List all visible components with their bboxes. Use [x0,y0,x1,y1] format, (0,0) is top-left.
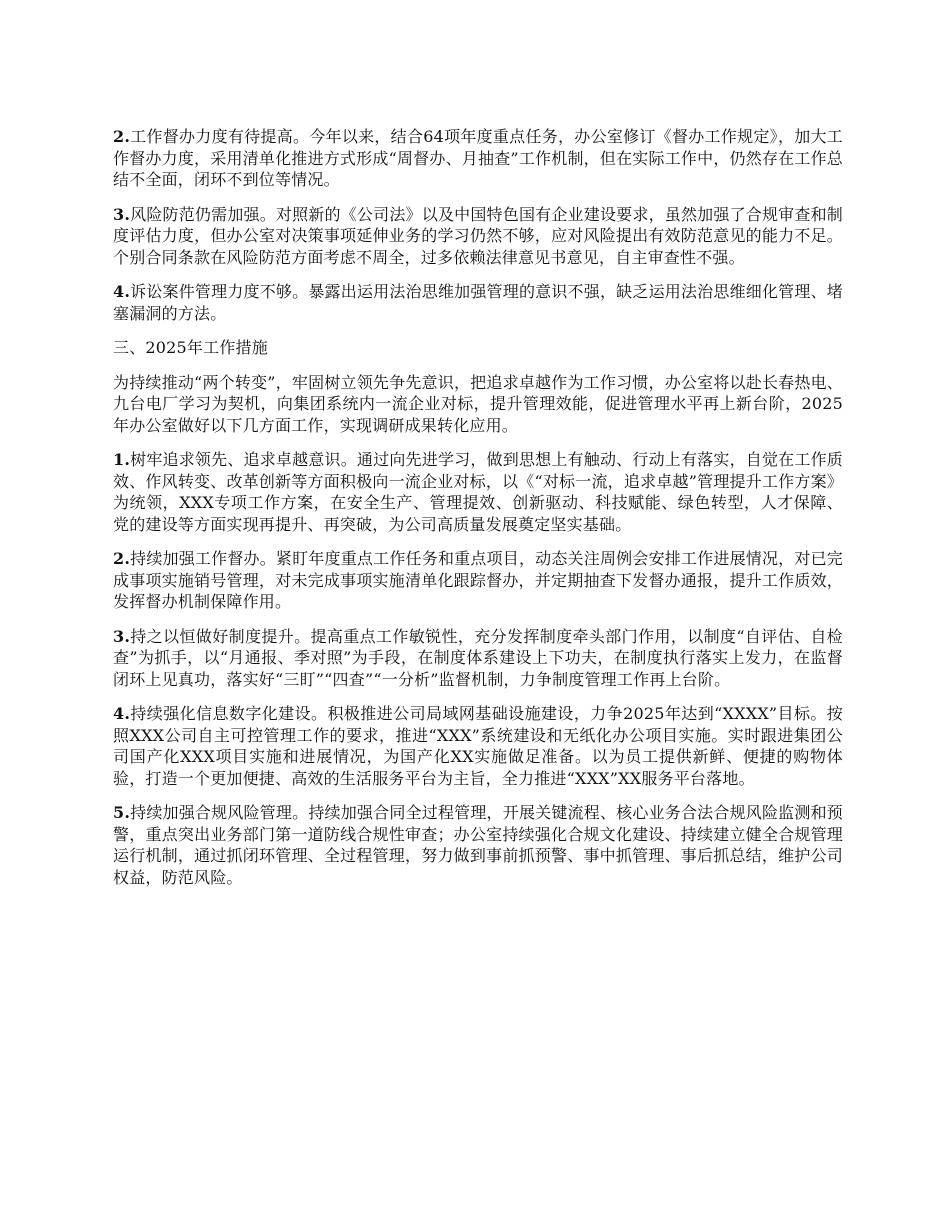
paragraph-text: 持续强化信息数字化建设。积极推进公司局域网基础设施建设，力争2025年达到“XXXX”目标。按照XXX公司自主可控管理工作的要求，推进“XXX”系统建设和无纸化办公项目实施。实时跟进集团公司国产化XXX项目实施和进展情况，为国产化XX实施做足准备。以为员工提供新鲜、便捷的购物体验，打造一个更加便捷、高效的生活服务平台为主旨，全力推进“XXX”XX服务平台落地。 [113,704,843,788]
paragraph-item [113,126,843,191]
paragraph-text: 持续加强工作督办。紧盯年度重点工作任务和重点项目，动态关注周例会安排工作进展情况，对已完成事项实施销号管理，对未完成事项实施清单化跟踪督办，并定期抽查下发督办通报，提升工作质效，发挥督办机制保障作用。 [113,549,843,611]
item-number: 3. [113,204,131,224]
document-page [113,126,843,901]
paragraph-text: 树牢追求领先、追求卓越意识。通过向先进学习，做到思想上有触动、行动上有落实，自觉在工作质效、作风转变、改革创新等方面积极向一流企业对标，以《“对标一流，追求卓越”管理提升工作方案》为统领，XXX专项工作方案，在安全生产、管理提效、创新驱动、科技赋能、绿色转型，人才保障、党的建设等方面实现再提升、再突破，为公司高质量发展奠定坚实基础。 [113,450,843,534]
paragraph-item [113,548,843,613]
paragraph-text: 工作督办力度有待提高。今年以来，结合64项年度重点任务，办公室修订《督办工作规定》，加大工作督办力度，采用清单化推进方式形成“周督办、月抽查”工作机制，但在实际工作中，仍然存在工作总结不全面，闭环不到位等情况。 [113,127,843,189]
item-number: 1. [113,450,131,469]
paragraph-item [113,281,843,324]
paragraph-item [113,703,843,789]
item-number: 4. [113,704,131,723]
item-number: 5. [113,803,131,822]
intro-paragraph: 为持续推动“两个转变”，牢固树立领先争先意识，把追求卓越作为工作习惯，办公室将以赴长春热电、九台电厂学习为契机，向集团系统内一流企业对标，提升管理效能，促进管理水平再上新台阶，2025年办公室做好以下几方面工作，实现调研成果转化应用。 [113,372,843,435]
paragraph-text: 诉讼案件管理力度不够。暴露出运用法治思维加强管理的意识不强，缺乏运用法治思维细化管理、堵塞漏洞的方法。 [113,282,843,323]
item-number: 2. [113,549,131,568]
paragraph-item [113,626,843,691]
paragraph-item [113,204,843,269]
item-number: 4. [113,282,131,301]
paragraph-text: 风险防范仍需加强。对照新的《公司法》以及中国特色国有企业建设要求，虽然加强了合规审查和制度评估力度，但办公室对决策事项延伸业务的学习仍然不够，应对风险提出有效防范意见的能力不足。个别合同条款在风险防范方面考虑不周全，过多依赖法律意见书意见，自主审查性不强。 [113,204,843,267]
paragraph-text: 持续加强合规风险管理。持续加强合同全过程管理，开展关键流程、核心业务合法合规风险监测和预警，重点突出业务部门第一道防线合规性审查；办公室持续强化合规文化建设、持续建立健全合规管理运行机制，通过抓闭环管理、全过程管理，努力做到事前抓预警、事中抓管理、事后抓总结，维护公司权益，防范风险。 [113,803,843,887]
paragraph-item [113,802,843,888]
paragraph-item [113,449,843,535]
section-heading: 三、2025年工作措施 [113,338,268,357]
item-number: 2. [113,127,131,146]
paragraph-text: 持之以恒做好制度提升。提高重点工作敏锐性，充分发挥制度牵头部门作用，以制度“自评估、自检查”为抓手，以“月通报、季对照”为手段，在制度体系建设上下功夫，在制度执行落实上发力，在监督闭环上见真功，落实好“三盯”“四查”“一分析”监督机制，力争制度管理工作再上台阶。 [113,626,843,689]
item-number: 3. [113,626,131,646]
